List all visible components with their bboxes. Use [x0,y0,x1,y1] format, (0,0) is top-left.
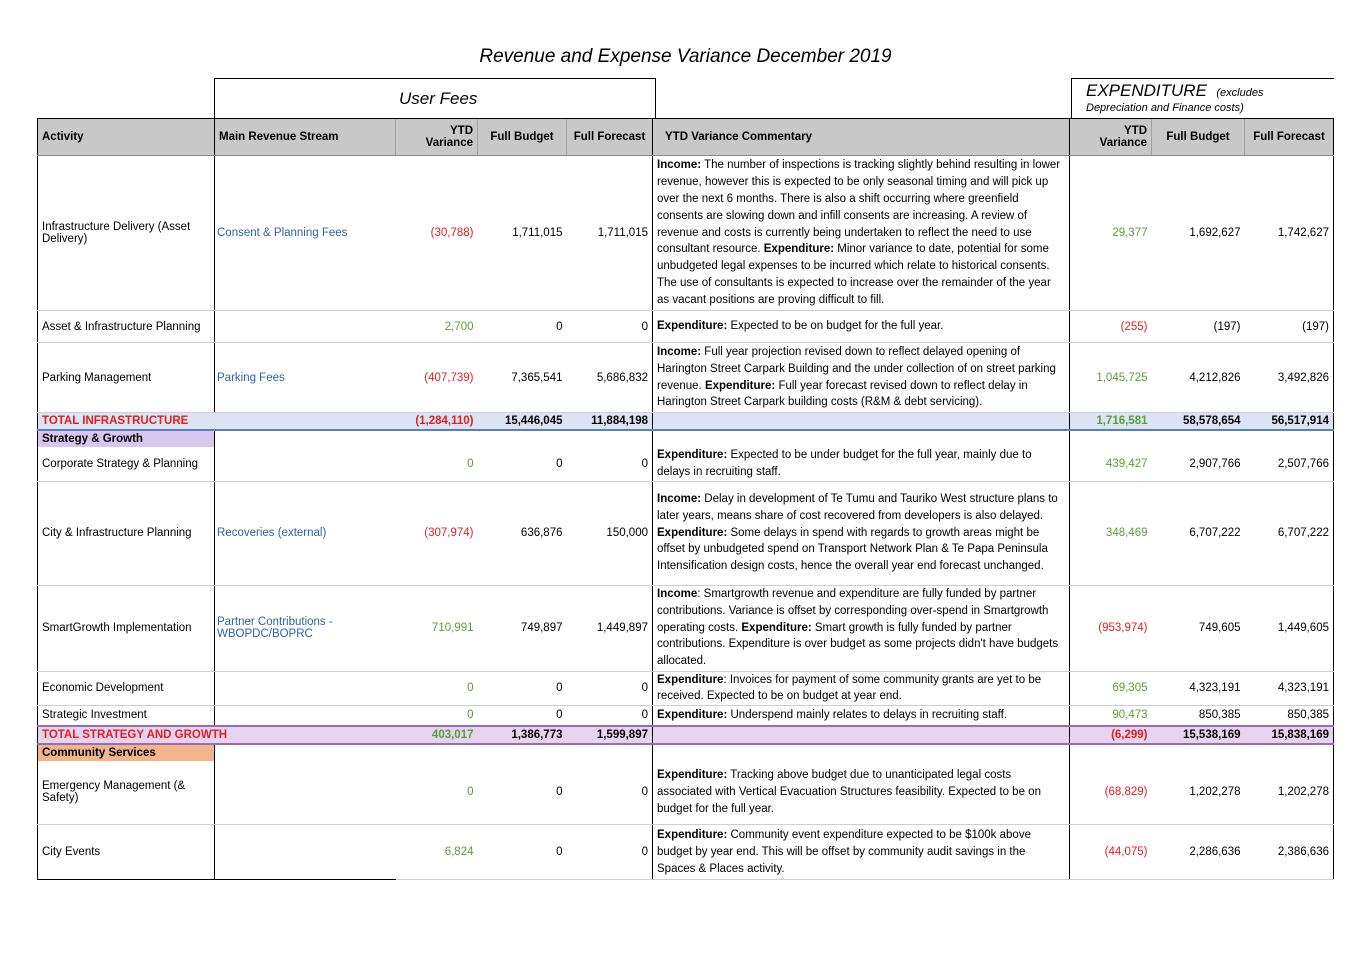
ytd-variance-cell: (1,284,110) [396,413,478,431]
exp-ytd-variance-cell: (255) [1070,311,1152,343]
col-full-budget: Full Budget [478,119,567,156]
full-budget-cell: 1,711,015 [478,156,567,311]
full-budget-cell: 0 [478,447,567,481]
ytd-variance-cell: 0 [396,447,478,481]
table-row [38,481,1334,585]
commentary-cell: Income: Smartgrowth revenue and expenditure are fully funded by partner contributions. Variance is offset by corresponding over-spend in Smartgrowth operating costs. Expenditure: Smart growth is fully funded by partner contributions. Expenditure is over budget as some projects didn't have budgets allocated. [653,585,1070,671]
full-budget-cell: 7,365,541 [478,343,567,413]
full-forecast-cell: 1,711,015 [567,156,653,311]
col-activity: Activity [38,119,215,156]
table-header-row [38,119,1334,156]
full-forecast-cell: 0 [567,706,653,726]
exp-full-budget-cell: 850,385 [1152,706,1245,726]
full-budget-cell: 0 [478,761,567,825]
activity-cell: SmartGrowth Implementation [38,585,215,671]
col-exp-full-budget: Full Budget [1152,119,1245,156]
commentary-cell: Income: The number of inspections is tracking slightly behind resulting in lower revenue, however this is expected to be only seasonal timing and will pick up over the next 6 months. There is also a shift occurring where greenfield consents are slowing down and infill consents are increasing. A review of revenue and costs is currently being undertaken to reflect the need to use consultant resource. Expenditure: Minor variance to date, potential for some unbudgeted legal expenses to be incurred which relate to historical consents. The use of consultants is expected to increase over the remainder of the year as vacant positions are proving difficult to fill. [653,156,1070,311]
exp-full-forecast-cell: 1,202,278 [1245,761,1334,825]
table-row [38,343,1334,413]
ytd-variance-cell: 0 [396,706,478,726]
col-ytd-variance: YTD Variance [396,119,478,156]
revenue-stream-cell: Partner Contributions - WBOPDC/BOPRC [215,585,396,671]
commentary-cell: Expenditure: Invoices for payment of some community grants are yet to be received. Expected to be on budget at year end. [653,671,1070,706]
activity-cell: Strategic Investment [38,706,215,726]
exp-full-budget-cell: 4,212,826 [1152,343,1245,413]
exp-full-budget-cell: 6,707,222 [1152,481,1245,585]
commentary-cell: Expenditure: Underspend mainly relates to delays in recruiting staff. [653,706,1070,726]
section-row [38,430,1334,447]
full-budget-cell: 636,876 [478,481,567,585]
exp-full-forecast-cell: 2,507,766 [1245,447,1334,481]
exp-full-budget-cell: 2,286,636 [1152,825,1245,880]
ytd-variance-cell: 0 [396,671,478,706]
revenue-stream-cell: Consent & Planning Fees [215,156,396,311]
full-forecast-cell: 5,686,832 [567,343,653,413]
commentary-cell: Income: Full year projection revised down to reflect delayed opening of Harington Street Carpark Building and the under collection of on street parking revenue. Expenditure: Full year forecast revised down to reflect delay in Harington Street Carpark building costs (R&M & debt servicing). [653,343,1070,413]
total-label: TOTAL STRATEGY AND GROWTH [38,726,396,744]
ytd-variance-cell: (30,788) [396,156,478,311]
total-label: TOTAL INFRASTRUCTURE [38,413,396,431]
table-row [38,671,1334,706]
exp-ytd-variance-cell: 29,377 [1070,156,1152,311]
expenditure-note-2: Depreciation and Finance costs) [1086,102,1244,114]
full-budget-cell: 749,897 [478,585,567,671]
exp-full-forecast-cell: 56,517,914 [1245,413,1334,431]
exp-ytd-variance-cell: (6,299) [1070,726,1152,744]
exp-full-forecast-cell: 1,742,627 [1245,156,1334,311]
exp-full-budget-cell: 4,323,191 [1152,671,1245,706]
exp-ytd-variance-cell: (953,974) [1070,585,1152,671]
table-row [38,825,1334,880]
commentary-cell [653,726,1070,744]
full-budget-cell: 1,386,773 [478,726,567,744]
commentary-cell: Expenditure: Expected to be under budget for the full year, mainly due to delays in recruiting staff. [653,447,1070,481]
full-budget-cell: 0 [478,706,567,726]
full-forecast-cell: 1,599,897 [567,726,653,744]
expenditure-label: EXPENDITURE [1086,81,1207,100]
commentary-cell: Expenditure: Community event expenditure expected to be $100k above budget by year end. This will be offset by community audit savings in the Spaces & Places activity. [653,825,1070,880]
col-exp-ytd-variance: YTD Variance [1070,119,1152,156]
exp-full-budget-cell: 15,538,169 [1152,726,1245,744]
section-strategy-growth: Strategy & Growth [38,430,215,447]
exp-ytd-variance-cell: 1,045,725 [1070,343,1152,413]
table-row [38,706,1334,726]
activity-cell: Corporate Strategy & Planning [38,447,215,481]
revenue-stream-cell: Parking Fees [215,343,396,413]
user-fees-label: User Fees [399,89,478,108]
activity-cell: Parking Management [38,343,215,413]
exp-ytd-variance-cell: (68,829) [1070,761,1152,825]
revenue-stream-cell [215,671,396,706]
commentary-cell: Expenditure: Tracking above budget due to unanticipated legal costs associated with Vertical Evacuation Structures feasibility. Expected to be on budget for the full year. [653,761,1070,825]
table-row [38,311,1334,343]
expenditure-header [1071,78,1334,119]
activity-cell: Asset & Infrastructure Planning [38,311,215,343]
exp-full-forecast-cell: 3,492,826 [1245,343,1334,413]
full-forecast-cell: 0 [567,671,653,706]
expenditure-note-1: (excludes [1216,87,1264,99]
exp-full-forecast-cell: (197) [1245,311,1334,343]
total-row [38,413,1334,431]
full-forecast-cell: 0 [567,825,653,880]
exp-full-forecast-cell: 6,707,222 [1245,481,1334,585]
revenue-stream-cell [215,447,396,481]
ytd-variance-cell: 710,991 [396,585,478,671]
exp-full-forecast-cell: 2,386,636 [1245,825,1334,880]
activity-cell: Infrastructure Delivery (Asset Delivery) [38,156,215,311]
section-community-services: Community Services [38,744,215,761]
commentary-cell: Expenditure: Expected to be on budget for the full year. [653,311,1070,343]
exp-full-budget-cell: (197) [1152,311,1245,343]
full-budget-cell: 0 [478,311,567,343]
exp-full-budget-cell: 1,692,627 [1152,156,1245,311]
activity-cell: City Events [38,825,215,880]
full-budget-cell: 0 [478,825,567,880]
revenue-stream-cell [215,311,396,343]
ytd-variance-cell: 0 [396,761,478,825]
activity-cell: Emergency Management (& Safety) [38,761,215,825]
table-row [38,447,1334,481]
exp-full-budget-cell: 58,578,654 [1152,413,1245,431]
activity-cell: City & Infrastructure Planning [38,481,215,585]
revenue-stream-cell: Recoveries (external) [215,481,396,585]
exp-ytd-variance-cell: 90,473 [1070,706,1152,726]
table-row [38,156,1334,311]
table-row [38,585,1334,671]
exp-full-forecast-cell: 15,838,169 [1245,726,1334,744]
total-row [38,726,1334,744]
full-forecast-cell: 150,000 [567,481,653,585]
full-budget-cell: 0 [478,671,567,706]
ytd-variance-cell: 403,017 [396,726,478,744]
col-full-forecast: Full Forecast [567,119,653,156]
exp-full-budget-cell: 1,202,278 [1152,761,1245,825]
exp-ytd-variance-cell: 439,427 [1070,447,1152,481]
page-title: Revenue and Expense Variance December 2019 [479,46,892,67]
ytd-variance-cell: (407,739) [396,343,478,413]
commentary-cell [653,413,1070,431]
revenue-stream-cell [215,825,396,880]
variance-table [37,118,1334,880]
commentary-cell: Income: Delay in development of Te Tumu and Tauriko West structure plans to later years, means share of cost recovered from developers is also delayed. Expenditure: Some delays in spend with regards to growth areas might be offset by unbudgeted spend on Transport Network Plan & Te Papa Peninsula Intensification design costs, hence the overall year end forecast unchanged. [653,481,1070,585]
exp-ytd-variance-cell: (44,075) [1070,825,1152,880]
ytd-variance-cell: 6,824 [396,825,478,880]
exp-ytd-variance-cell: 69,305 [1070,671,1152,706]
col-exp-full-forecast: Full Forecast [1245,119,1334,156]
col-commentary: YTD Variance Commentary [653,119,1070,156]
col-main-revenue-stream: Main Revenue Stream [215,119,396,156]
ytd-variance-cell: 2,700 [396,311,478,343]
exp-full-forecast-cell: 850,385 [1245,706,1334,726]
revenue-stream-cell [215,761,396,825]
revenue-stream-cell [215,706,396,726]
exp-full-forecast-cell: 1,449,605 [1245,585,1334,671]
ytd-variance-cell: (307,974) [396,481,478,585]
full-forecast-cell: 0 [567,311,653,343]
user-fees-header [214,78,656,119]
full-forecast-cell: 11,884,198 [567,413,653,431]
table-row [38,761,1334,825]
section-row [38,744,1334,761]
full-forecast-cell: 0 [567,761,653,825]
full-budget-cell: 15,446,045 [478,413,567,431]
full-forecast-cell: 0 [567,447,653,481]
exp-full-budget-cell: 2,907,766 [1152,447,1245,481]
exp-ytd-variance-cell: 1,716,581 [1070,413,1152,431]
exp-full-forecast-cell: 4,323,191 [1245,671,1334,706]
exp-ytd-variance-cell: 348,469 [1070,481,1152,585]
activity-cell: Economic Development [38,671,215,706]
full-forecast-cell: 1,449,897 [567,585,653,671]
exp-full-budget-cell: 749,605 [1152,585,1245,671]
